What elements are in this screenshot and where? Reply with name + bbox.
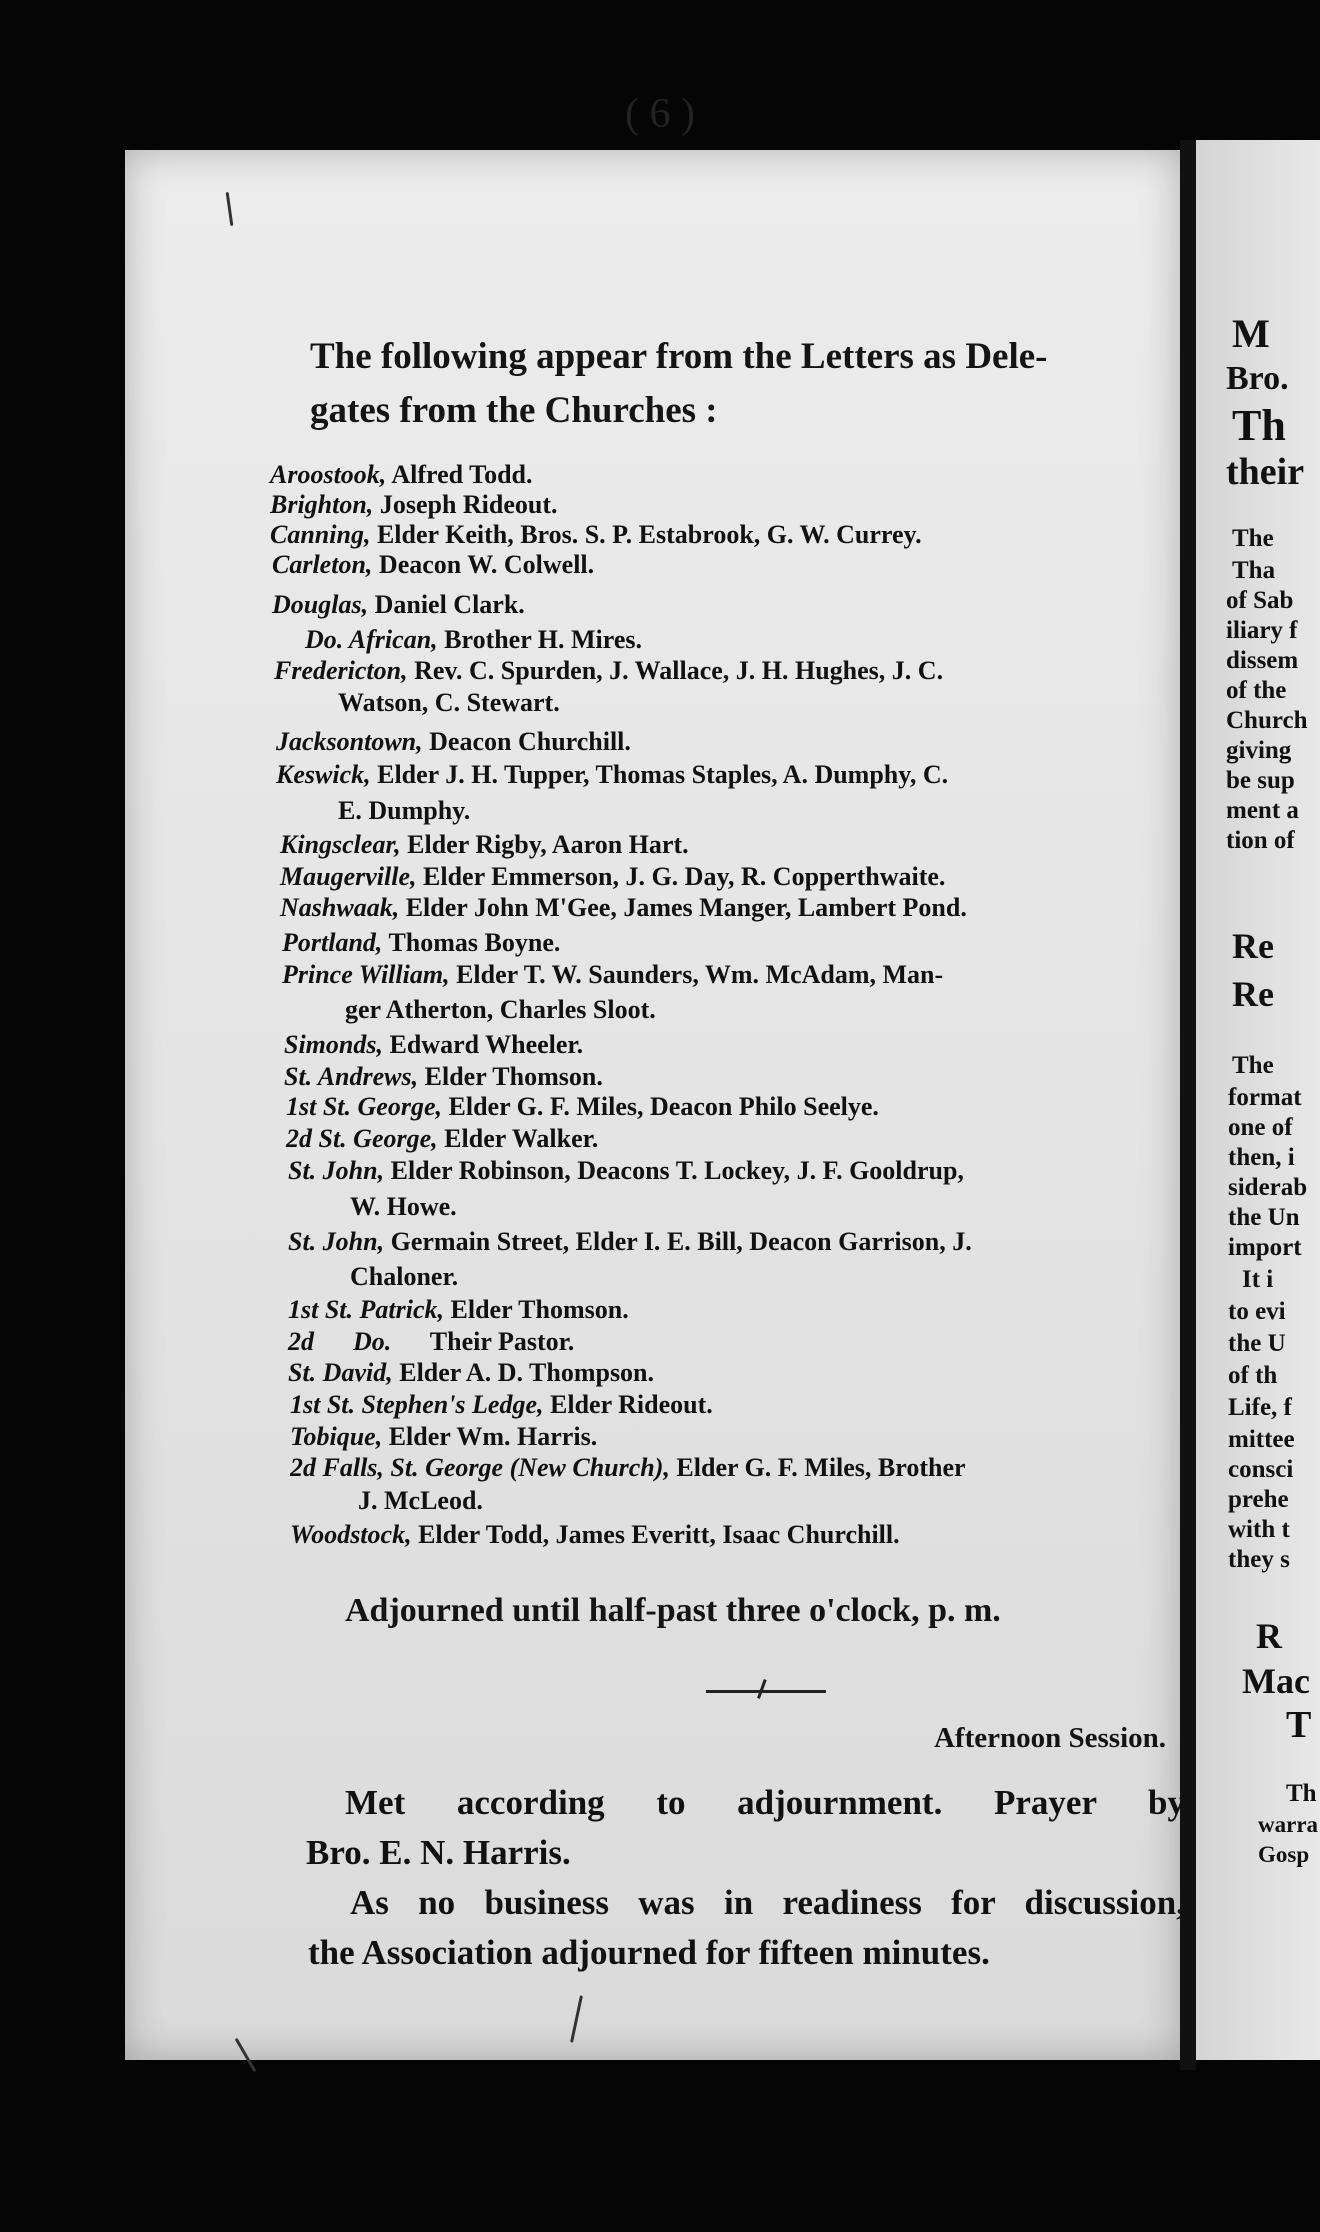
fragment-text: to evi <box>1228 1298 1286 1325</box>
paragraph-business-line-2: the Association adjourned for fifteen minutes. <box>308 1933 990 1972</box>
fragment-text: of the <box>1226 677 1287 704</box>
fragment-text: giving <box>1226 737 1292 764</box>
list-item-continuation: E. Dumphy. <box>338 796 471 825</box>
fragment-text: their <box>1226 451 1305 493</box>
list-item: 1st St. Patrick, Elder Thomson. <box>288 1295 629 1324</box>
list-item: St. John, Elder Robinson, Deacons T. Lockey, J. F. Gooldrup, <box>288 1156 964 1185</box>
fragment-text: ment a <box>1226 797 1299 824</box>
fragment-text: Mac <box>1242 1661 1310 1701</box>
fragment-text: Tha <box>1232 557 1276 584</box>
list-item: Nashwaak, Elder John M'Gee, James Manger, Lambert Pond. <box>280 893 967 922</box>
fragment-text: The <box>1232 1052 1274 1079</box>
list-item: 1st St. George, Elder G. F. Miles, Deacon Philo Seelye. <box>286 1092 879 1121</box>
paragraph-met-line-2: Bro. E. N. Harris. <box>306 1833 571 1872</box>
fragment-text: Bro. <box>1226 360 1289 397</box>
fragment-text: M <box>1232 311 1270 356</box>
list-item: Fredericton, Rev. C. Spurden, J. Wallace, J. H. Hughes, J. C. <box>274 656 944 685</box>
paragraph-business <box>308 1878 1185 1978</box>
fragment-text: dissem <box>1226 647 1299 674</box>
fragment-text: T <box>1286 1704 1312 1746</box>
list-item: Portland, Thomas Boyne. <box>282 928 561 957</box>
list-item: Maugerville, Elder Emmerson, J. G. Day, R. Copperthwaite. <box>280 862 946 891</box>
list-item: St. Andrews, Elder Thomson. <box>284 1062 603 1091</box>
fragment-text: The <box>1232 525 1274 552</box>
list-item-continuation: ger Atherton, Charles Sloot. <box>345 995 656 1024</box>
fragment-text: one of <box>1228 1114 1293 1141</box>
adjournment-note: Adjourned until half-past three o'clock, p. m. <box>345 1592 1001 1629</box>
fragment-text: import <box>1228 1234 1302 1261</box>
fragment-text: It i <box>1242 1266 1274 1293</box>
list-item: Carleton, Deacon W. Colwell. <box>272 550 595 579</box>
list-item: Douglas, Daniel Clark. <box>272 590 525 619</box>
list-item: Woodstock, Elder Todd, James Everitt, Isaac Churchill. <box>290 1520 900 1549</box>
section-divider <box>706 1690 826 1693</box>
page-number: ( 6 ) <box>625 91 695 137</box>
list-item-continuation: W. Howe. <box>350 1192 457 1221</box>
fragment-text: of Sab <box>1226 587 1294 614</box>
fragment-text: Re <box>1232 974 1274 1014</box>
list-item: Kingsclear, Elder Rigby, Aaron Hart. <box>280 830 689 859</box>
fragment-text: tion of <box>1226 827 1295 854</box>
fragment-text: Church <box>1226 707 1308 734</box>
list-item: Jacksontown, Deacon Churchill. <box>276 727 631 756</box>
intro-line-1: The following appear from the Letters as Dele- <box>310 336 1048 377</box>
fragment-text: Life, f <box>1228 1394 1292 1421</box>
fragment-text: the Un <box>1228 1204 1300 1231</box>
list-item: 2d Falls, St. George (New Church), Elder G. F. Miles, Brother <box>290 1453 966 1482</box>
paragraph-business-line-1: As no business was in readiness for discussion, <box>350 1883 1185 1922</box>
list-item: St. John, Germain Street, Elder I. E. Bill, Deacon Garrison, J. <box>288 1227 972 1256</box>
list-item-continuation: Watson, C. Stewart. <box>338 688 560 717</box>
fragment-text: Th <box>1286 1780 1317 1807</box>
fragment-text: with t <box>1228 1516 1290 1543</box>
intro-line-2: gates from the Churches : <box>310 390 718 431</box>
fragment-text: the U <box>1228 1330 1286 1357</box>
list-item-continuation: Chaloner. <box>350 1262 459 1291</box>
fragment-text: be sup <box>1226 767 1295 794</box>
paragraph-met-line-1: Met according to adjournment. Prayer by <box>345 1783 1185 1822</box>
fragment-text: iliary f <box>1226 617 1298 644</box>
fragment-text: then, i <box>1228 1144 1295 1171</box>
paragraph-met <box>306 1778 1185 1878</box>
fragment-text: they s <box>1228 1546 1290 1573</box>
fragment-text: Th <box>1232 401 1286 450</box>
fragment-text: Gosp <box>1258 1842 1310 1867</box>
list-item: Tobique, Elder Wm. Harris. <box>290 1422 598 1451</box>
list-item: St. David, Elder A. D. Thompson. <box>288 1358 655 1387</box>
list-item: Canning, Elder Keith, Bros. S. P. Estabrook, G. W. Currey. <box>270 520 922 549</box>
list-item: 2d St. George, Elder Walker. <box>286 1124 599 1153</box>
fragment-text: Re <box>1232 926 1274 966</box>
list-item-continuation: J. McLeod. <box>358 1486 483 1515</box>
session-heading: Afternoon Session. <box>933 1722 1166 1754</box>
fragment-text: mittee <box>1228 1426 1295 1453</box>
list-item: 2d Do. Their Pastor. <box>288 1327 575 1356</box>
list-item: 1st St. Stephen's Ledge, Elder Rideout. <box>290 1390 713 1419</box>
fragment-text: of th <box>1228 1362 1278 1389</box>
list-item: Do. African, Brother H. Mires. <box>305 625 643 654</box>
list-item: Brighton, Joseph Rideout. <box>270 490 558 519</box>
fragment-text: siderab <box>1228 1174 1308 1201</box>
list-item: Keswick, Elder J. H. Tupper, Thomas Staples, A. Dumphy, C. <box>276 760 949 789</box>
fragment-text: format <box>1228 1084 1302 1111</box>
fragment-text: warra <box>1258 1812 1319 1837</box>
list-item: Aroostook, Alfred Todd. <box>270 460 533 489</box>
fragment-text: R <box>1256 1616 1282 1656</box>
fragment-text: prehe <box>1228 1486 1289 1513</box>
list-item: Prince William, Elder T. W. Saunders, Wm. McAdam, Man- <box>282 960 944 989</box>
list-item: Simonds, Edward Wheeler. <box>284 1030 584 1059</box>
fragment-text: consci <box>1228 1456 1294 1483</box>
